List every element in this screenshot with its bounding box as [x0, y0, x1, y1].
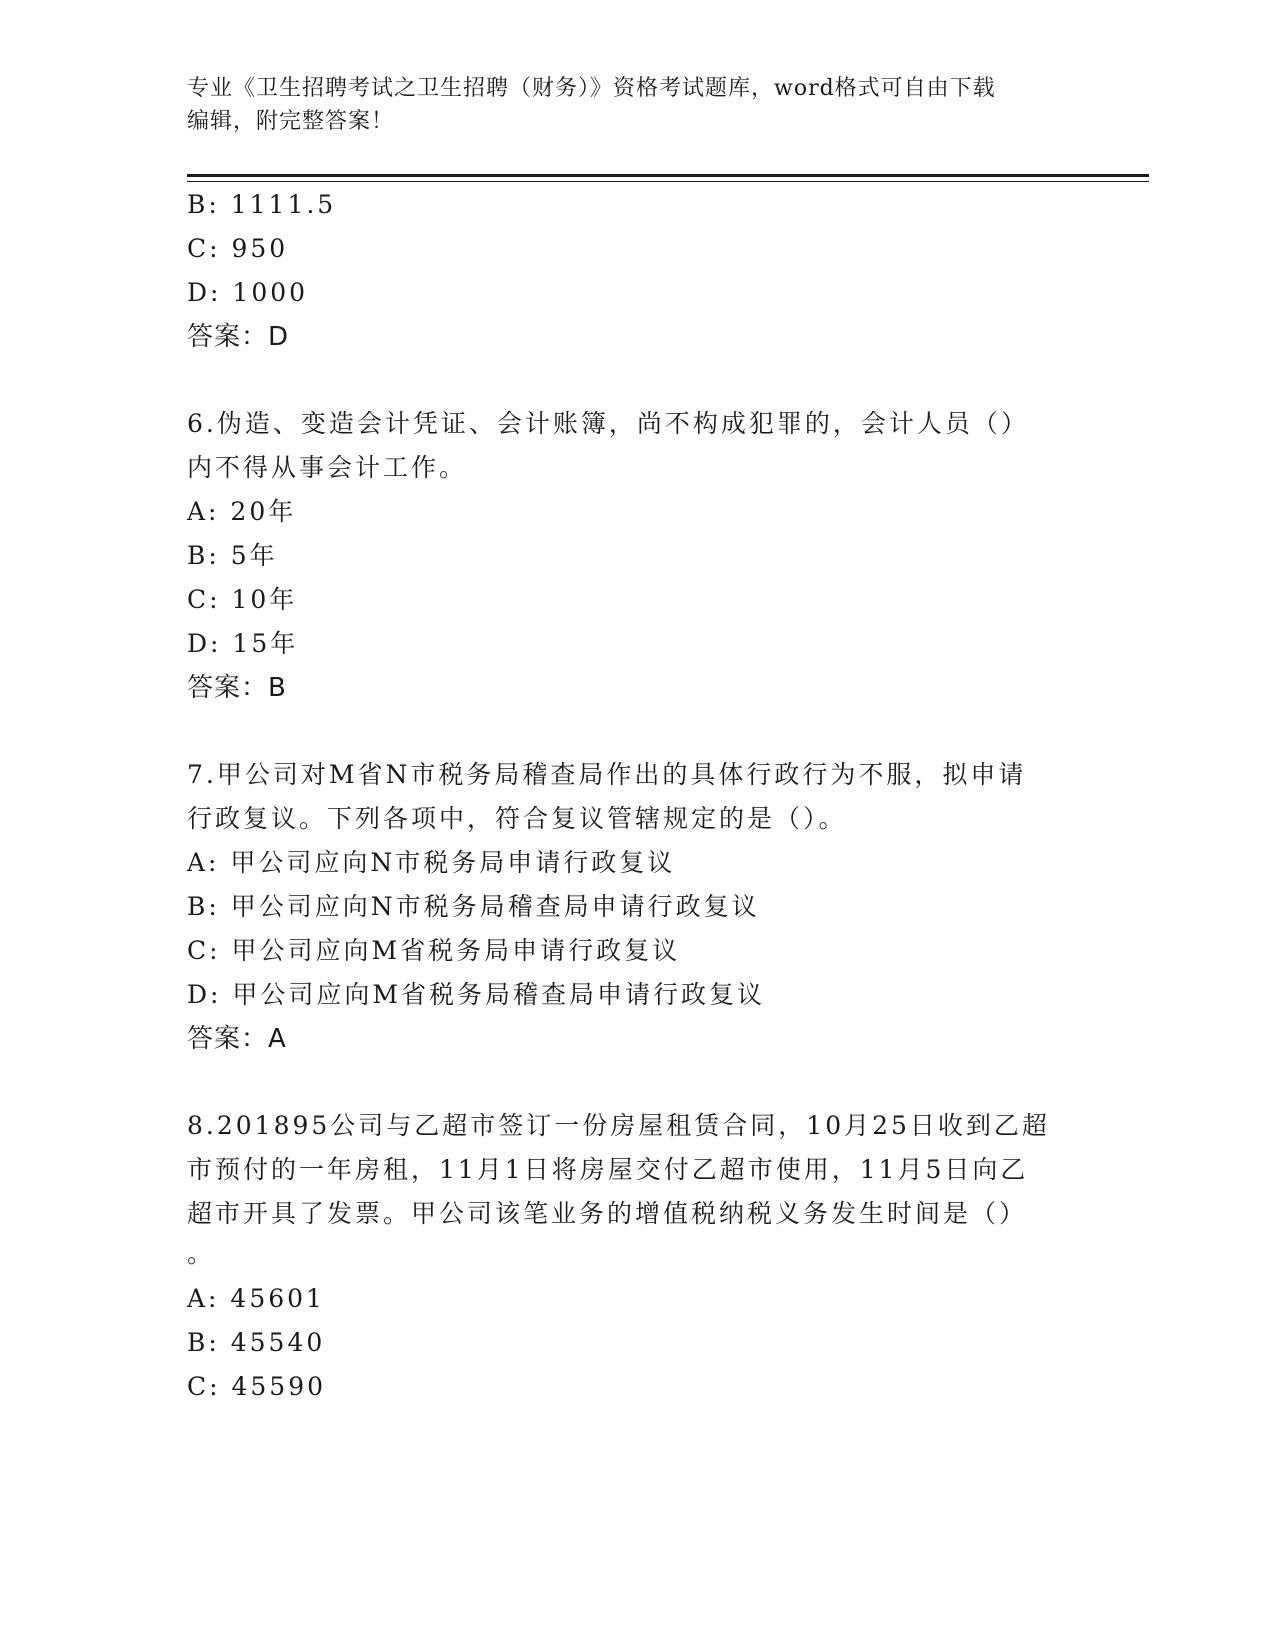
q5-option-c: C: 950	[187, 234, 289, 263]
q6-answer: 答案：B	[187, 673, 287, 703]
q6-option-a: A: 20年	[187, 497, 297, 526]
q7-stem-line-1: 7.甲公司对M省N市税务局稽查局作出的具体行政行为不服，拟申请	[187, 760, 1027, 789]
header-rule-thick	[187, 174, 1149, 177]
q8-stem-line-1: 8.201895公司与乙超市签订一份房屋租赁合同，10月25日收到乙超	[187, 1111, 1050, 1140]
q6-stem-line-2: 内不得从事会计工作。	[187, 453, 468, 482]
q7-option-d: D: 甲公司应向M省税务局稽查局申请行政复议	[187, 980, 766, 1009]
q6-stem-line-1: 6.伪造、变造会计凭证、会计账簿，尚不构成犯罪的，会计人员（）	[187, 409, 1029, 438]
q8-option-a: A: 45601	[187, 1284, 325, 1313]
q7-stem-line-2: 行政复议。下列各项中，符合复议管辖规定的是（）。	[187, 804, 847, 833]
q7-option-a: A: 甲公司应向N市税务局申请行政复议	[187, 848, 676, 877]
q5-option-b: B: 1111.5	[187, 190, 337, 219]
q6-option-c: C: 10年	[187, 585, 298, 614]
q6-option-d: D: 15年	[187, 629, 299, 658]
q8-stem-line-2: 市预付的一年房租，11月1日将房屋交付乙超市使用，11月5日向乙	[187, 1155, 1029, 1184]
q7-option-c: C: 甲公司应向M省税务局申请行政复议	[187, 936, 681, 965]
q7-option-b: B: 甲公司应向N市税务局稽查局申请行政复议	[187, 892, 760, 921]
q8-stem-line-4: 。	[187, 1239, 216, 1268]
q5-answer: 答案：D	[187, 322, 290, 352]
q8-option-c: C: 45590	[187, 1372, 327, 1401]
header-rule-thin	[187, 181, 1149, 182]
header-line-2: 编辑，附完整答案！	[187, 109, 395, 134]
q8-stem-line-3: 超市开具了发票。甲公司该笔业务的增值税纳税义务发生时间是（）	[187, 1199, 1028, 1228]
document-header	[187, 72, 1067, 138]
q5-option-d: D: 1000	[187, 278, 309, 307]
q8-option-b: B: 45540	[187, 1328, 326, 1357]
q7-answer: 答案：A	[187, 1024, 287, 1054]
q6-option-b: B: 5年	[187, 541, 278, 570]
header-line-1: 专业《卫生招聘考试之卫生招聘（财务）》资格考试题库，word格式可自由下载	[187, 76, 996, 101]
